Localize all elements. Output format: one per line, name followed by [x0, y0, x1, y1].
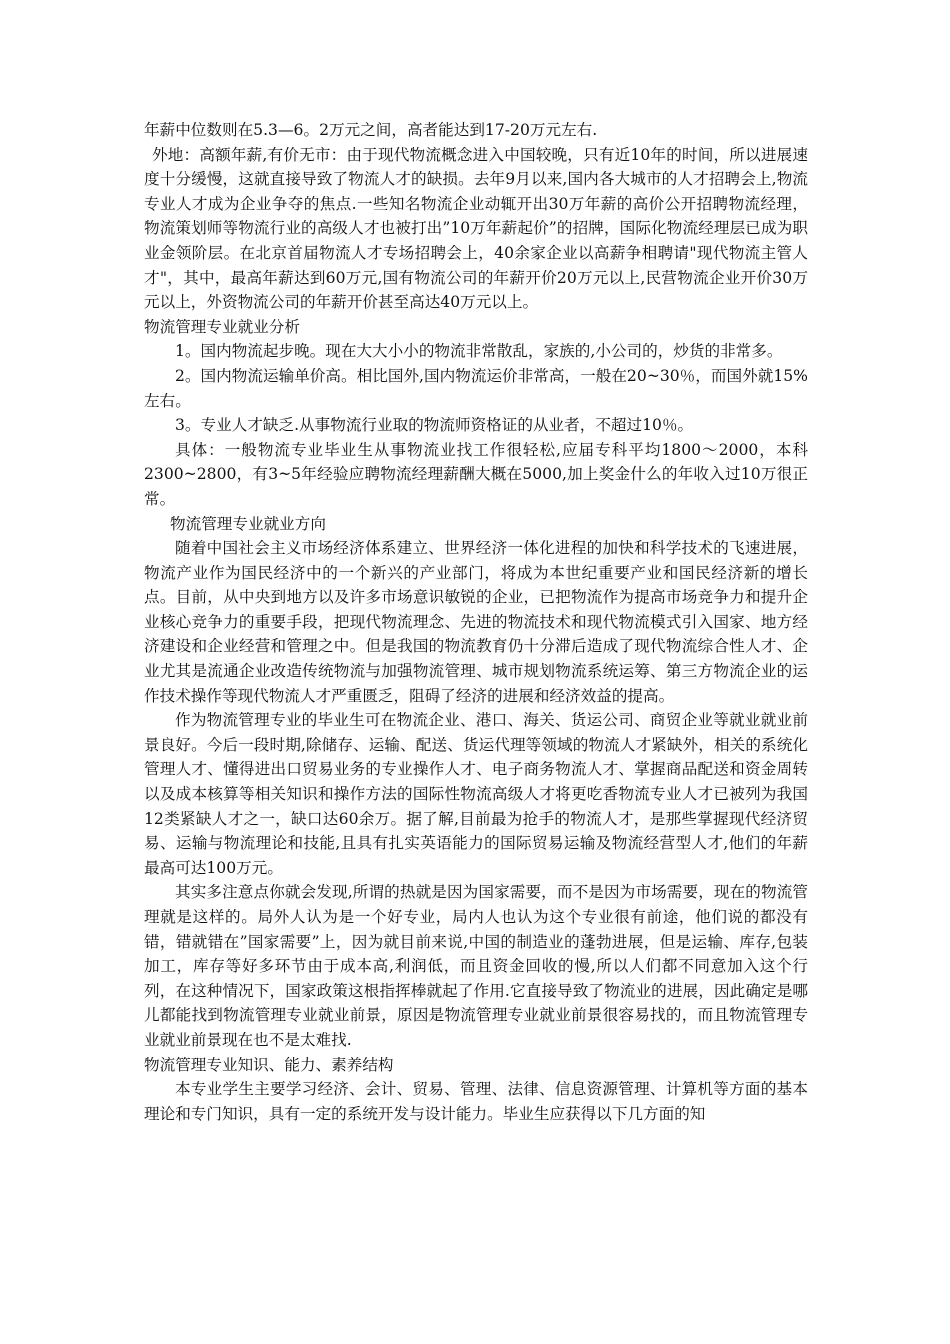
paragraph-salary-median: 年薪中位数则在5.3—6。2万元之间，高者能达到17-20万元左右. [144, 121, 598, 139]
list-item-2: 2。国内物流运输单价高。相比国外,国内物流运价非常高，一般在20~30％，而国外就15%左右。 [144, 366, 808, 410]
section-heading-knowledge-structure: 物流管理专业知识、能力、素养结构 [144, 1055, 394, 1074]
paragraph-graduate-prospects: 作为物流管理专业的毕业生可在物流企业、港口、海关、货运公司、商贸企业等就业就业前景良好。今后一段时期,除储存、运输、配送、货运代理等领域的物流人才紧缺外，相关的系统化管理人才、懂得进出口贸易业务的专业操作人才、电子商务物流人才、掌握商品配送和资金周转以及成本核算等相关知识和操作方法的国际性物流高级人才将更吃香物流专业人才已被列为我国12类紧缺人才之一，缺口达60余万。据了解,目前最为抢手的物流人才，是那些掌握现代经济贸易、运输与物流理论和技能,且具有扎实英语能力的国际贸易运输及物流经营型人才,他们的年薪最高可达100万元。 [144, 711, 808, 877]
paragraph-specifics: 具体：一般物流专业毕业生从事物流业找工作很轻松,应届专科平均1800～2000，本科2300~2800，有3~5年经验应聘物流经理薪酬大概在5000,加上奖金什么的年收入过10万很正常。 [144, 440, 808, 508]
document-body [144, 118, 808, 1126]
paragraph-curriculum: 本专业学生主要学习经济、会计、贸易、管理、法律、信息资源管理、计算机等方面的基本理论和专门知识，具有一定的系统开发与设计能力。毕业生应获得以下几方面的知 [144, 1080, 808, 1123]
list-item-3: 3。专业人才缺乏.从事物流行业取的物流师资格证的从业者，不超过10％。 [175, 416, 694, 435]
paragraph-industry-growth: 随着中国社会主义市场经济体系建立、世界经济一体化进程的加快和科学技术的飞速进展，物流产业作为国民经济中的一个新兴的产业部门，将成为本世纪重要产业和国民经济新的增长点。目前，从中央到地方以及许多市场意识敏锐的企业，已把物流作为提高市场竞争力和提升企业核心竞争力的重要手段，把现代物流理念、先进的物流技术和现代物流模式引入国家、地方经济建设和企业经营和管理之中。但是我国的物流教育仍十分滞后造成了现代物流综合性人才、企业尤其是流通企业改造传统物流与加强物流管理、城市规划物流系统运筹、第三方物流企业的运作技术操作等现代物流人才严重匮乏，阻碍了经济的进展和经济效益的提高。 [144, 539, 808, 705]
section-heading-employment-analysis: 物流管理专业就业分析 [144, 317, 300, 336]
section-heading-employment-direction: 物流管理专业就业方向 [170, 514, 326, 533]
list-item-1: 1。国内物流起步晚。现在大大小小的物流非常散乱，家族的,小公司的，炒货的非常多。 [175, 342, 783, 361]
paragraph-outside-salary: 外地：高额年薪,有价无市：由于现代物流概念进入中国较晚，只有近10年的时间，所以进展速度十分缓慢，这就直接导致了物流人才的缺损。去年9月以来,国内各大城市的人才招聘会上,物流专业人才成为企业争夺的焦点.一些知名物流企业动辄开出30万年薪的高价公开招聘物流经理，物流策划师等物流行业的高级人才也被打出”10万年薪起价”的招牌，国际化物流经理层已成为职业金领阶层。在北京首届物流人才专场招聘会上，40余家企业以高薪争相聘请"现代物流主管人才"，其中，最高年薪达到60万元,国有物流公司的年薪开价20万元以上,民营物流企业开价30万元以上，外资物流公司的年薪开价甚至高达40万元以上。 [144, 145, 808, 312]
paragraph-national-demand: 其实多注意点你就会发现,所谓的热就是因为国家需要，而不是因为市场需要，现在的物流管理就是这样的。局外人认为是一个好专业，局内人也认为这个专业很有前途，他们说的都没有错，错就错在”国家需要”上，因为就目前来说,中国的制造业的蓬勃进展，但是运输、库存,包装加工，库存等好多环节由于成本高,利润低，而且资金回收的慢,所以人们都不同意加入这个行列，在这种情况下，国家政策这根指挥棒就起了作用.它直接导致了物流业的进展，因此确定是哪儿都能找到物流管理专业就业前景，原因是物流管理专业就业前景很容易找的，而且物流管理专业就业前景现在也不是太难找. [144, 883, 808, 1049]
